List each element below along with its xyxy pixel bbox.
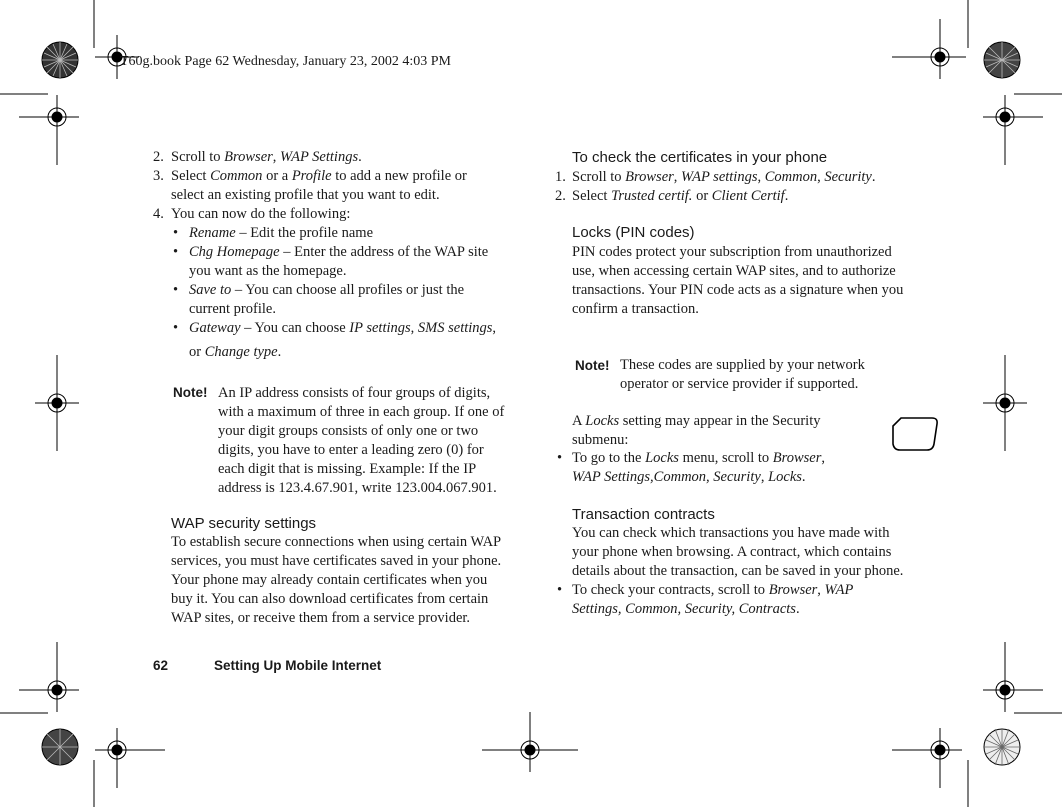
bullet-item: • Save to – You can choose all profiles or just the current profile.	[173, 282, 465, 317]
list-item: 2. Scroll to Browser, WAP Settings.	[153, 149, 362, 165]
list-item: 4. You can now do the following:	[153, 206, 351, 222]
tag-icon	[893, 418, 937, 450]
bullet-item: • Rename – Edit the profile name	[173, 225, 374, 241]
starburst-icon	[42, 729, 78, 765]
note-label: Note!	[575, 358, 610, 373]
list-item: 1. Scroll to Browser, WAP settings, Common, Security.	[555, 169, 876, 185]
starburst-icon	[984, 42, 1020, 78]
page-header: T60g.book Page 62 Wednesday, January 23, 2002 4:03 PM	[120, 54, 451, 69]
bullet-item: • Chg Homepage – Enter the address of the WAP site you want as the homepage.	[173, 244, 489, 279]
list-item: 3. Select Common or a Profile to add a new profile or select an existing profile that you want to edit.	[153, 168, 467, 203]
starburst-icon	[984, 729, 1020, 765]
section-heading: To check the certificates in your phone	[572, 149, 828, 166]
bullet-item: • To check your contracts, scroll to Browser, WAP Settings, Common, Security, Contracts.	[557, 582, 854, 617]
trans-paragraph: You can check which transactions you have made with your phone when browsing. A contract, which contains details about the transaction, can be saved in your phone.	[572, 525, 904, 579]
starburst-icon	[42, 42, 78, 78]
locks-paragraph: PIN codes protect your subscription from unauthorized use, when accessing certain WAP sites, and to authorize transactions. Your PIN code acts as a signature when you confirm a transaction.	[572, 244, 904, 317]
cert-steps	[555, 168, 955, 206]
section-heading: Locks (PIN codes)	[572, 224, 695, 241]
note-text: An IP address consists of four groups of digits, with a maximum of three in each group. If one of your digit groups consists of only one or two digits, you have to enter a leading zero (0) for each digit that is missing. Example: If the IP address is 123.4.67.901, write 123.004.067.901.	[218, 385, 505, 496]
section-heading: Transaction contracts	[572, 506, 715, 523]
bullet-item: • To go to the Locks menu, scroll to Browser, WAP Settings,Common, Security, Locks.	[557, 450, 826, 485]
section-heading: WAP security settings	[171, 515, 317, 532]
bullet-item: • Gateway – You can choose IP settings, SMS settings, or Change type.	[173, 320, 497, 360]
note-text: These codes are supplied by your network operator or service provider if supported.	[620, 357, 865, 392]
locks-menu-paragraph: A Locks setting may appear in the Security submenu:	[572, 413, 821, 448]
footer-title: Setting Up Mobile Internet	[214, 658, 382, 673]
wap-paragraph: To establish secure connections when using certain WAP services, you must have certificates saved in your phone. Your phone may already contain certificates when you buy it. You can also download certificates from certain WAP sites, or receive them from a service provider.	[171, 534, 502, 626]
left-column	[153, 148, 543, 362]
list-item: 2. Select Trusted certif. or Client Certif.	[555, 188, 789, 204]
page-number: 62	[153, 658, 169, 673]
note-label: Note!	[173, 385, 208, 400]
